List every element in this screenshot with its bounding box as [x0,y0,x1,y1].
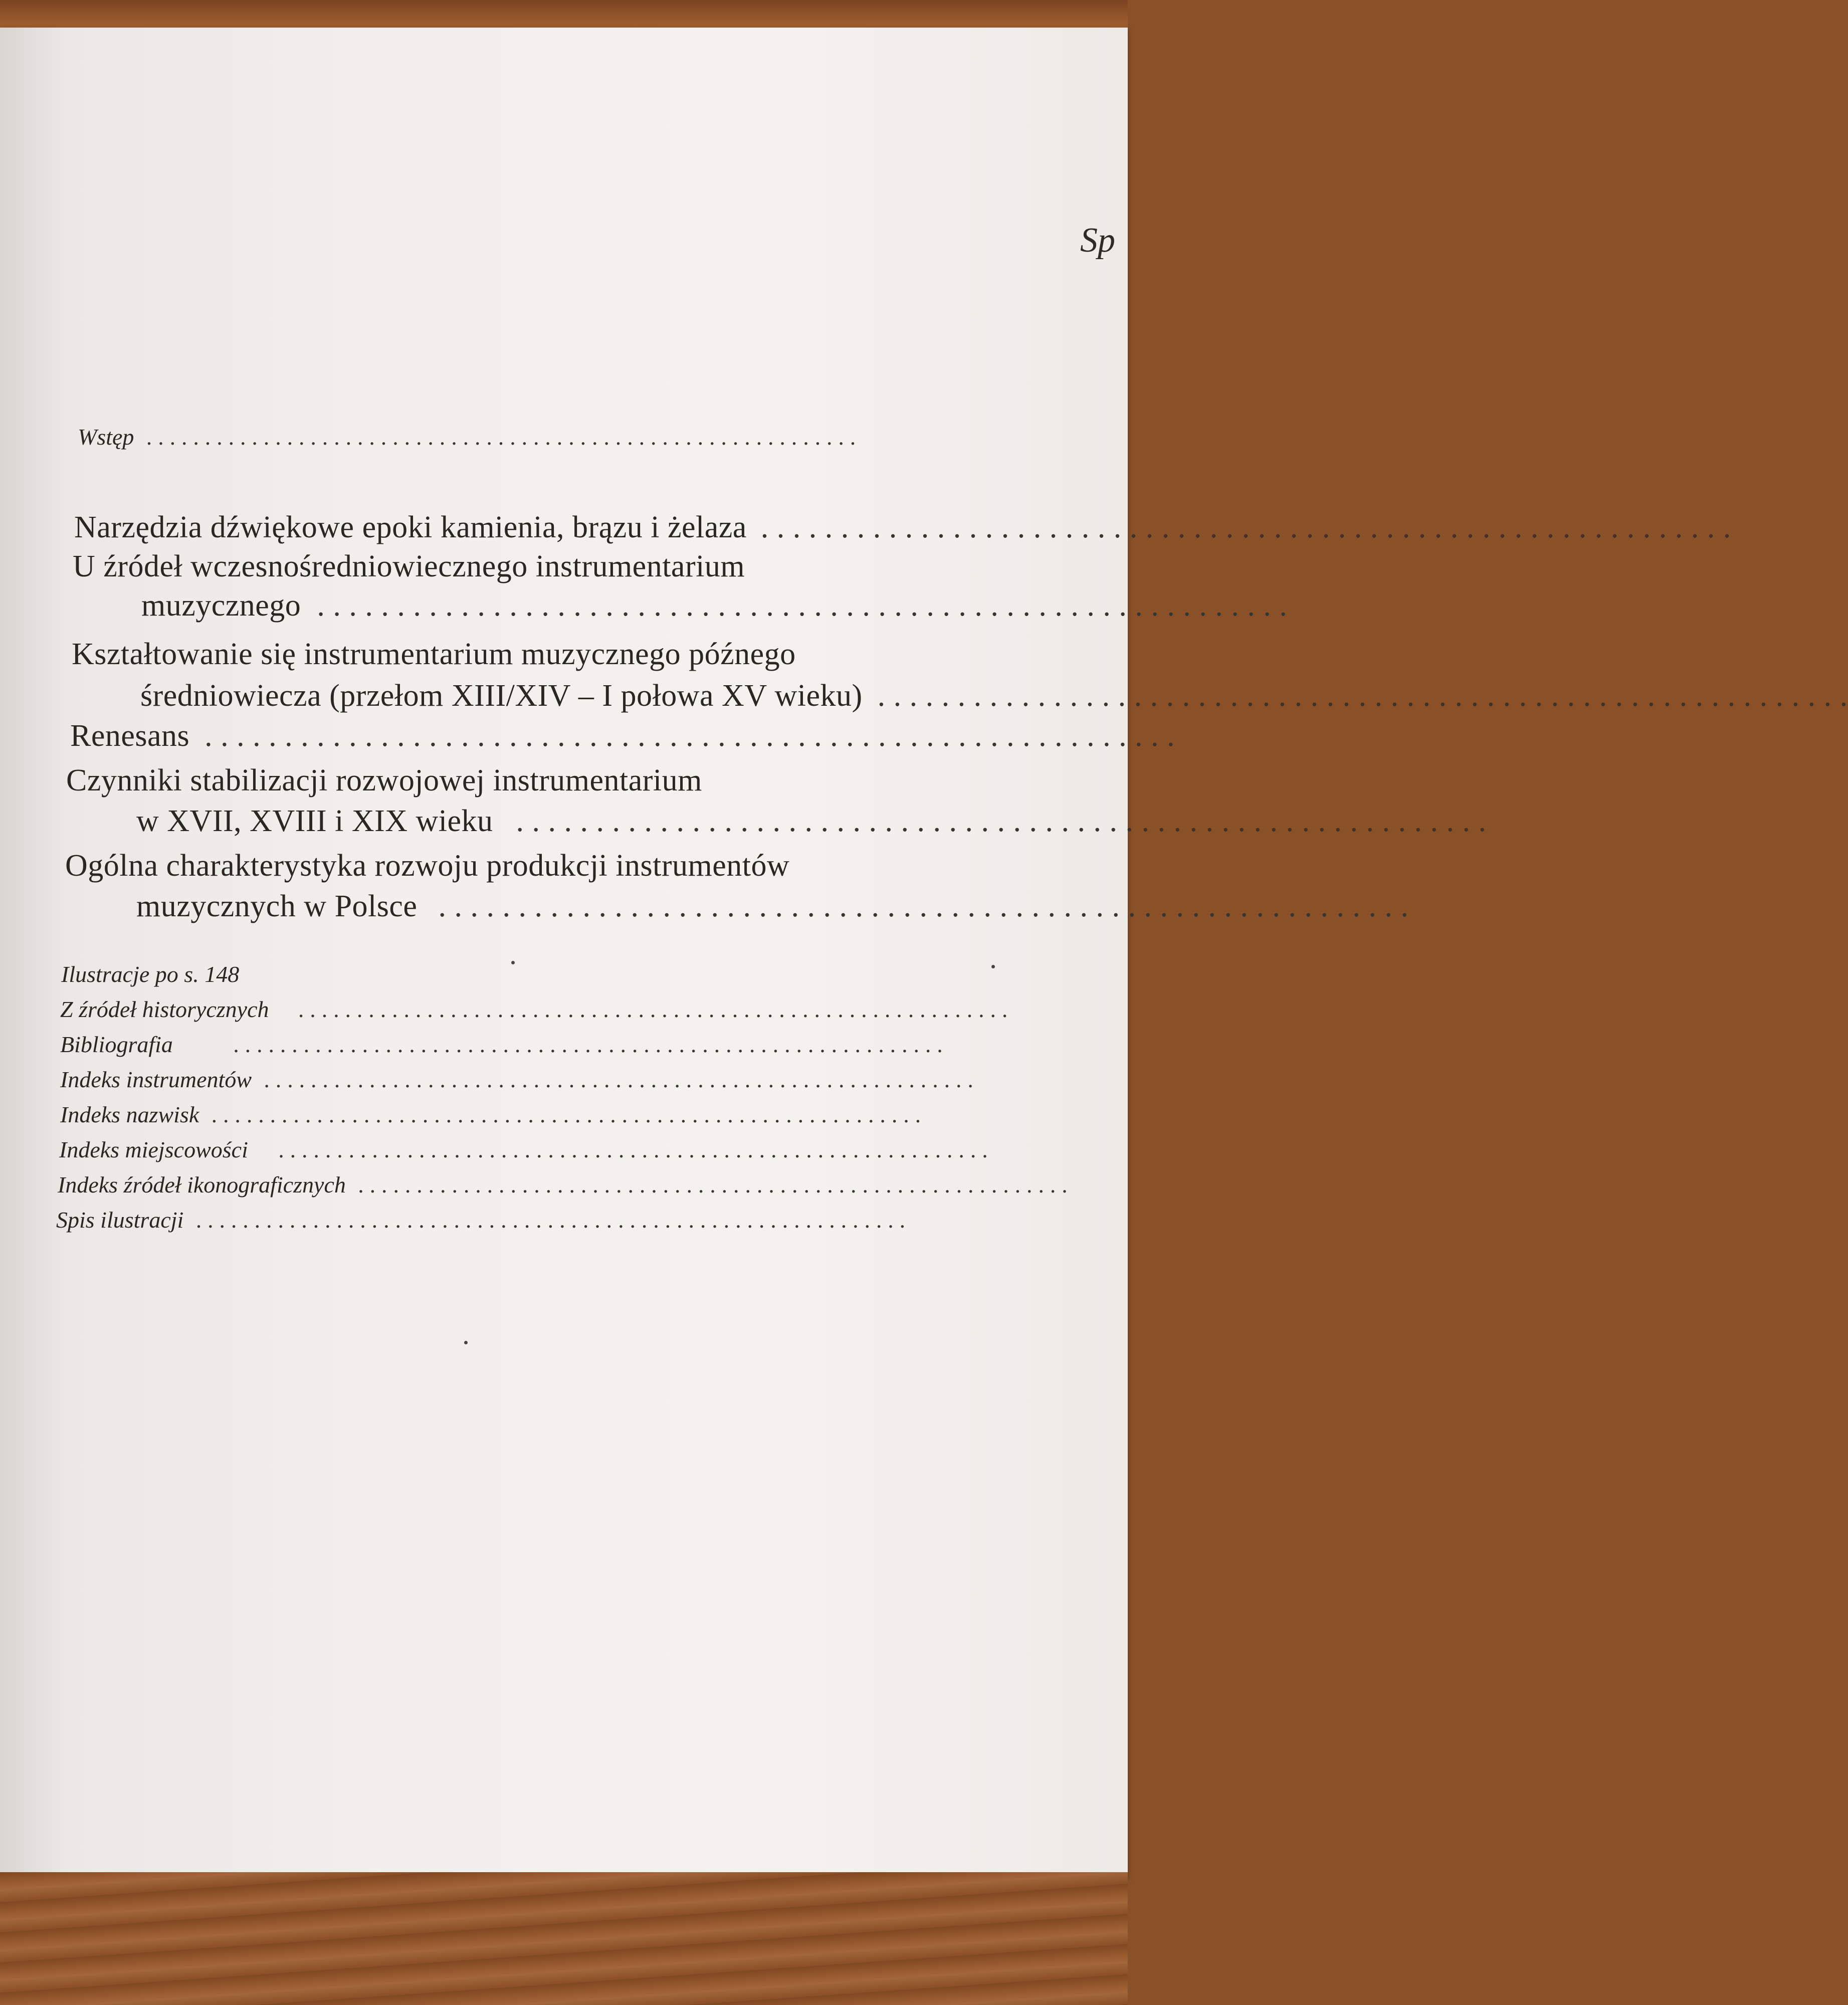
toc-entry-title: Indeks nazwisk [60,1102,199,1127]
toc-entry-title: Renesans [70,719,190,753]
toc-entry-historical-sources [60,996,1041,1023]
toc-entry-list-of-illustrations [56,1207,1064,1233]
toc-entry-instrument-index [60,1066,1047,1093]
leader-dots: . . . . . . . . . . . . . . . . . . . . . . . . . . . . . . . . . . . . . . . . . . . . . . . . . . . . . . . . . . . . . [196,1207,906,1233]
toc-entry-title: Wstęp [78,424,134,450]
leader-dots: . . . . . . . . . . . . . . . . . . . . . . . . . . . . . . . . . . . . . . . . . . . . . . . . . . . . . . . . . . . . . [212,1102,922,1127]
leader-dots: . . . . . . . . . . . . . . . . . . . . . . . . . . . . . . . . . . . . . . . . . . . . . . . . . . . . . . . . . . . . . [516,804,1487,838]
leader-dots: . . . . . . . . . . . . . . . . . . . . . . . . . . . . . . . . . . . . . . . . . . . . . . . . . . . . . . . . . . . . . [264,1067,974,1092]
toc-entry-title: Z źródeł historycznych [60,996,269,1022]
paper-speck [991,965,995,968]
toc-entry-title: muzycznych w Polsce [136,889,418,923]
toc-entry-title: w XVII, XVIII i XIX wieku [136,804,493,838]
toc-entry-illustrations-after-page [61,961,239,987]
leader-dots: . . . . . . . . . . . . . . . . . . . . . . . . . . . . . . . . . . . . . . . . . . . . . . . . . . . . . . . . . . . . . [438,889,1409,923]
leader-dots: . . . . . . . . . . . . . . . . . . . . . . . . . . . . . . . . . . . . . . . . . . . . . . . . . . . . . . . . . . . . . [234,1032,944,1057]
toc-entry-intro [78,424,1099,450]
toc-entry-chapter-5-line-2 [136,804,1487,839]
leader-dots: . . . . . . . . . . . . . . . . . . . . . . . . . . . . . . . . . . . . . . . . . . . . . . . . . . . . . . . . . . . . . [279,1137,989,1162]
table-of-contents [0,28,1848,1877]
toc-entry-title: średniowiecza (przełom XIII/XIV – I połowa XV wieku) [140,679,863,713]
leader-dots: . . . . . . . . . . . . . . . . . . . . . . . . . . . . . . . . . . . . . . . . . . . . . . . . . . . . . . . . . . . . . [204,719,1175,753]
toc-entry-chapter-3-line-1: Kształtowanie się instrumentarium muzycznego późnego [72,637,796,671]
toc-entry-title: Ilustracje po s. 148 [61,961,240,987]
page-title: Sp [1080,221,1115,260]
toc-entry-title: Bibliografia [60,1032,173,1057]
leader-dots: . . . . . . . . . . . . . . . . . . . . . . . . . . . . . . . . . . . . . . . . . . . . . . . . . . . . . . . . . . . . . [299,996,1008,1022]
toc-entry-iconographic-sources-index [58,1171,1069,1198]
leader-dots: . . . . . . . . . . . . . . . . . . . . . . . . . . . . . . . . . . . . . . . . . . . . . . . . . . . . . . . . . . . . . [358,1172,1069,1197]
toc-entry-title: muzycznego [141,588,301,623]
toc-entry-title: Indeks instrumentów [60,1067,252,1092]
toc-entry-chapter-3-line-2 [140,678,1848,714]
leader-dots: . . . . . . . . . . . . . . . . . . . . . . . . . . . . . . . . . . . . . . . . . . . . . . . . . . . . . . . . . . . . . [146,424,857,450]
toc-entry-title: Spis ilustracji [56,1207,184,1233]
book-page [0,28,1848,1877]
leader-dots: . . . . . . . . . . . . . . . . . . . . . . . . . . . . . . . . . . . . . . . . . . . . . . . . . . . . . . . . . . . . . [317,588,1288,623]
toc-entry-place-index [59,1136,1061,1163]
toc-entry-chapter-6-line-1: Ogólna charakterystyka rozwoju produkcji instrumentów [65,849,790,883]
toc-entry-title: Indeks źródeł ikonograficznych [58,1172,346,1197]
leader-dots: . . . . . . . . . . . . . . . . . . . . . . . . . . . . . . . . . . . . . . . . . . . . . . . . . . . . . . . . . . . . . [877,679,1848,713]
toc-entry-chapter-5-line-1: Czynniki stabilizacji rozwojowej instrumentarium [66,763,702,797]
paper-speck [511,961,515,964]
paper-speck [464,1341,468,1344]
toc-entry-chapter-1 [74,510,1731,545]
toc-entry-bibliography [60,1031,1096,1058]
wood-table-bottom [0,1872,1128,2005]
toc-entry-chapter-4 [70,718,1175,754]
toc-entry-name-index [60,1101,1069,1128]
toc-entry-chapter-6-line-2 [136,889,1409,924]
leader-dots: . . . . . . . . . . . . . . . . . . . . . . . . . . . . . . . . . . . . . . . . . . . . . . . . . . . . . . . . . . . . . [760,510,1731,544]
toc-entry-chapter-2-line-2 [141,588,1288,624]
toc-entry-chapter-2-line-1: U źródeł wczesnośredniowiecznego instrumentarium [73,549,745,583]
toc-entry-title: Narzędzia dźwiękowe epoki kamienia, brązu i żelaza [74,510,747,544]
toc-entry-title: Indeks miejscowości [59,1137,248,1162]
